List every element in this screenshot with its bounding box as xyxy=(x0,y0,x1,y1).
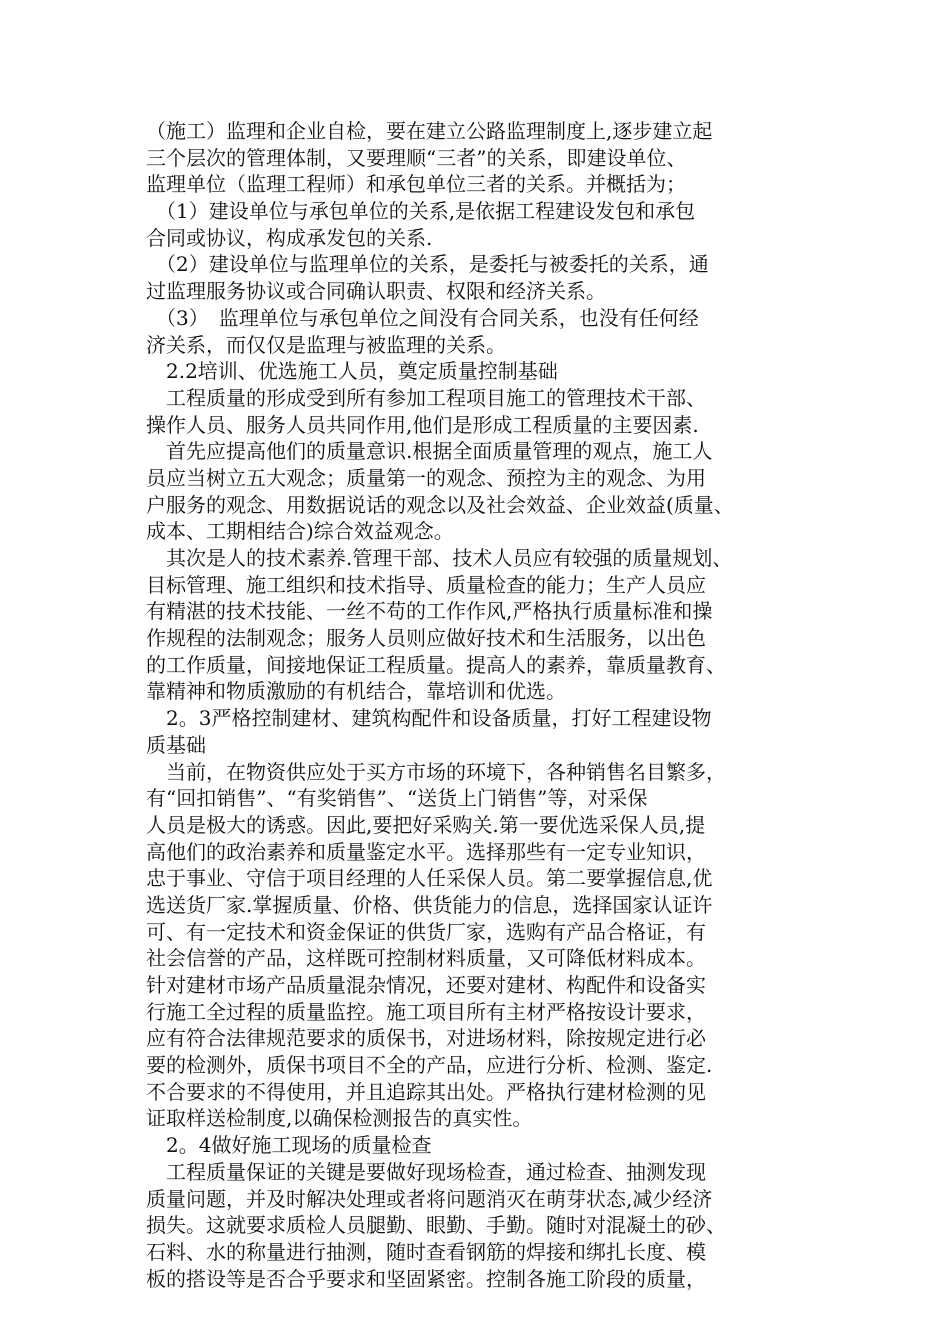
text-line: 行施工全过程的质量监控。施工项目所有主材严格按设计要求， xyxy=(146,999,706,1024)
text-line: （3） 监理单位与承包单位之间没有合同关系，也没有任何经 xyxy=(146,305,699,330)
text-line: 有“回扣销售”、“有奖销售”、“送货上门销售”等，对采保 xyxy=(146,786,648,811)
text-line: 针对建材市场产品质量混杂情况，还要对建材、构配件和设备实 xyxy=(146,973,706,997)
section-heading: 2。4做好施工现场的质量检查 xyxy=(146,1133,432,1158)
text-line: 合同或协议，构成承发包的关系. xyxy=(146,225,433,250)
text-line: 成本、工期相结合)综合效益观念。 xyxy=(146,519,454,544)
text-line: 工程质量的形成受到所有参加工程项目施工的管理技术干部、 xyxy=(146,385,706,410)
text-line: 要的检测外，质保书项目不全的产品，应进行分析、检测、鉴定. xyxy=(146,1053,713,1078)
text-line: 监理单位（监理工程师）和承包单位三者的关系。并概括为； xyxy=(146,172,686,197)
text-line: （施工）监理和企业自检，要在建立公路监理制度上,逐步建立起 xyxy=(146,119,713,143)
text-line: 高他们的政治素养和质量鉴定水平。选择那些有一定专业知识， xyxy=(146,839,706,864)
section-heading: 2。3严格控制建材、建筑构配件和设备质量，打好工程建设物 xyxy=(146,706,712,731)
text-line: （1）建设单位与承包单位的关系,是依据工程建设发包和承包 xyxy=(146,199,696,224)
text-line: 工程质量保证的关键是要做好现场检查，通过检查、抽测发现 xyxy=(146,1159,706,1184)
text-line: 应有符合法律规范要求的质保书，对进场材料，除按规定进行必 xyxy=(146,1026,706,1051)
section-heading: 质基础 xyxy=(146,732,206,757)
text-line: 三个层次的管理体制，又要理顺“三者”的关系，即建设单位、 xyxy=(146,145,687,170)
text-line: 户服务的观念、用数据说话的观念以及社会效益、企业效益(质量、 xyxy=(146,492,734,517)
text-line: 当前，在物资供应处于买方市场的环境下，各种销售名目繁多， xyxy=(146,759,726,784)
text-line: 其次是人的技术素养.管理干部、技术人员应有较强的质量规划、 xyxy=(146,546,733,570)
text-line: 社会信誉的产品，这样既可控制材料质量，又可降低材料成本。 xyxy=(146,946,706,971)
document-page xyxy=(146,118,806,1292)
text-line: 选送货厂家.掌握质量、价格、供货能力的信息，选择国家认证许 xyxy=(146,892,713,917)
text-line: 作规程的法制观念；服务人员则应做好技术和生活服务，以出色 xyxy=(146,626,706,651)
text-line: 损失。这就要求质检人员腿勤、眼勤、手勤。随时对混凝土的砂、 xyxy=(146,1213,726,1238)
text-line: 员应当树立五大观念；质量第一的观念、预控为主的观念、为用 xyxy=(146,465,706,490)
text-line: 板的搭设等是否合乎要求和坚固紧密。控制各施工阶段的质量， xyxy=(146,1266,706,1291)
text-line: 过监理服务协议或合同确认职责、权限和经济关系。 xyxy=(146,279,606,304)
text-line: 首先应提高他们的质量意识.根据全面质量管理的观点，施工人 xyxy=(146,439,713,464)
text-line: 石料、水的称量进行抽测，随时查看钢筋的焊接和绑扎长度、模 xyxy=(146,1239,706,1264)
text-line: 有精湛的技术技能、一丝不苟的工作作风,严格执行质量标准和操 xyxy=(146,599,713,624)
section-heading: 2.2培训、优选施工人员，奠定质量控制基础 xyxy=(146,359,558,384)
text-line: 忠于事业、守信于项目经理的人任采保人员。第二要掌握信息,优 xyxy=(146,866,713,891)
text-line: 证取样送检制度,以确保检测报告的真实性。 xyxy=(146,1106,533,1131)
text-line: 的工作质量，间接地保证工程质量。提高人的素养，靠质量教育、 xyxy=(146,652,726,677)
text-line: 济关系，而仅仅是监理与被监理的关系。 xyxy=(146,332,506,357)
text-line: 目标管理、施工组织和技术指导、质量检查的能力；生产人员应 xyxy=(146,572,706,597)
text-line: 操作人员、服务人员共同作用,他们是形成工程质量的主要因素. xyxy=(146,412,699,437)
text-line: 人员是极大的诱惑。因此,要把好采购关.第一要优选采保人员,提 xyxy=(146,812,706,837)
text-line: 可、有一定技术和资金保证的供货厂家，选购有产品合格证，有 xyxy=(146,919,706,944)
text-line: 不合要求的不得使用，并且追踪其出处。严格执行建材检测的见 xyxy=(146,1079,706,1104)
text-line: （2）建设单位与监理单位的关系，是委托与被委托的关系，通 xyxy=(146,252,709,277)
text-line: 质量问题，并及时解决处理或者将问题消灭在萌芽状态,减少经济 xyxy=(146,1186,713,1211)
text-line: 靠精神和物质激励的有机结合，靠培训和优选。 xyxy=(146,679,566,704)
